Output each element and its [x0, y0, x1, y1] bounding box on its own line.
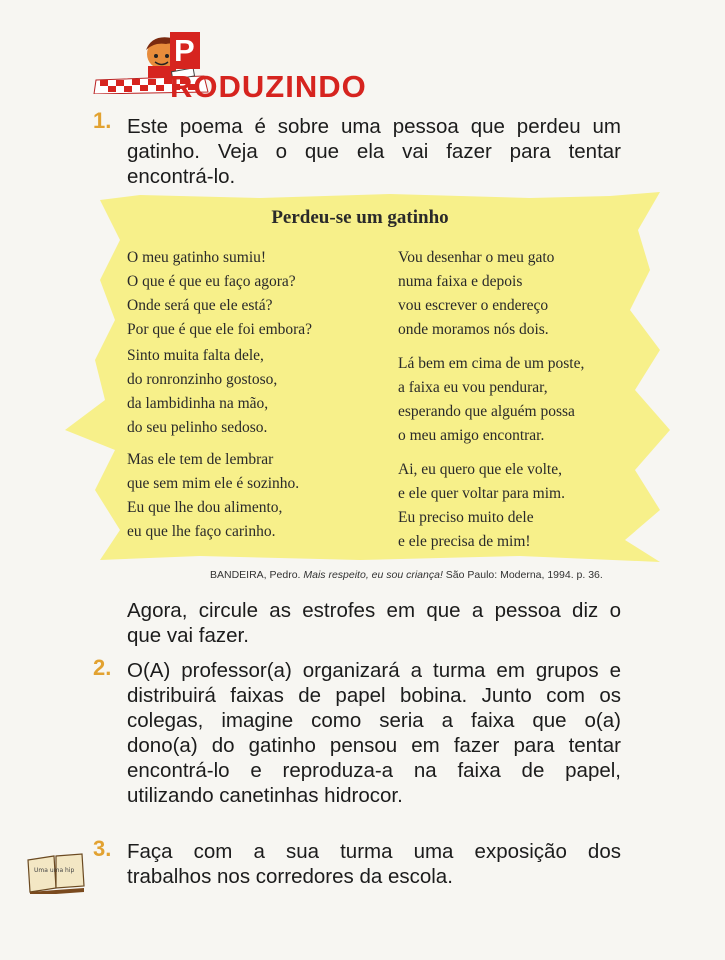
text-line: utilizando canetinhas hidrocor. [127, 784, 403, 807]
book-icon-text: Uma uma hip [34, 867, 75, 874]
question-text-2 [127, 658, 621, 808]
text-line: Faça com a sua turma uma exposição dos [127, 840, 621, 863]
poem-line: Mas ele tem de lembrar [127, 451, 274, 468]
poem-line: vou escrever o endereço [398, 297, 549, 314]
text-line: distribuirá faixas de papel bobina. Junto com os [127, 684, 621, 707]
text-line: que vai fazer. [127, 624, 249, 647]
stanza [398, 246, 638, 342]
text-line: Agora, circule as estrofes em que a pessoa diz o [127, 599, 621, 622]
poem-box [60, 190, 680, 565]
poem-line: do ronronzinho gostoso, [127, 371, 278, 388]
stanza [398, 458, 638, 554]
poem-line: Por que é que ele foi embora? [127, 321, 313, 338]
stanza [398, 352, 638, 448]
poem-line: da lambidinha na mão, [127, 395, 269, 412]
citation-author: BANDEIRA, Pedro. [210, 569, 301, 581]
poem-citation [210, 569, 603, 581]
poem-line: e ele precisa de mim! [398, 533, 531, 550]
title-rest: RODUZINDO [170, 69, 367, 104]
text-line: dono(a) do gatinho pensou em fazer para tentar [127, 734, 621, 757]
text-line: colegas, imagine como seria a faixa que o(a) [127, 709, 621, 732]
poem-line: o meu amigo encontrar. [398, 427, 545, 444]
title-first-letter: P [170, 32, 200, 69]
poem-line: Ai, eu quero que ele volte, [398, 461, 562, 478]
poem-line: esperando que alguém possa [398, 403, 575, 420]
poem-line: e ele quer voltar para mim. [398, 485, 565, 502]
poem-line: numa faixa e depois [398, 273, 523, 290]
text-line: trabalhos nos corredores da escola. [127, 865, 453, 888]
poem-line: onde moramos nós dois. [398, 321, 549, 338]
open-book-icon [24, 852, 88, 894]
poem-line: Onde será que ele está? [127, 297, 273, 314]
citation-work: Mais respeito, eu sou criança! [303, 569, 443, 581]
stanza [127, 448, 367, 544]
citation-details: São Paulo: Moderna, 1994. p. 36. [445, 569, 603, 581]
question-text-1 [127, 114, 621, 189]
text-line: gatinho. Veja o que ela vai fazer para tentar [127, 140, 621, 163]
poem-line: Eu preciso muito dele [398, 509, 534, 526]
stanza [127, 246, 367, 342]
poem-line: eu que lhe faço carinho. [127, 523, 276, 540]
instruction-text [127, 598, 621, 648]
poem-line: Sinto muita falta dele, [127, 347, 264, 364]
poem-line: Lá bem em cima de um poste, [398, 355, 585, 372]
poem-line: do seu pelinho sedoso. [127, 419, 268, 436]
section-title [170, 32, 392, 105]
poem-line: a faixa eu vou pendurar, [398, 379, 548, 396]
question-number-2: 2. [93, 655, 112, 680]
stanza [127, 344, 367, 440]
poem-line: O meu gatinho sumiu! [127, 249, 267, 266]
question-number-1: 1. [93, 108, 112, 133]
question-text-3 [127, 839, 621, 889]
question-number-3: 3. [93, 836, 112, 861]
poem-line: Eu que lhe dou alimento, [127, 499, 283, 516]
poem-line: que sem mim ele é sozinho. [127, 475, 300, 492]
section-header [92, 26, 392, 104]
poem-line: Vou desenhar o meu gato [398, 249, 555, 266]
poem-title: Perdeu-se um gatinho [271, 207, 449, 228]
text-line: encontrá-lo. [127, 165, 236, 188]
text-line: Este poema é sobre uma pessoa que perdeu um [127, 115, 621, 138]
poem-line: O que é que eu faço agora? [127, 273, 296, 290]
text-line: O(A) professor(a) organizará a turma em grupos e [127, 659, 621, 682]
text-line: encontrá-lo e reproduza-a na faixa de papel, [127, 759, 621, 782]
